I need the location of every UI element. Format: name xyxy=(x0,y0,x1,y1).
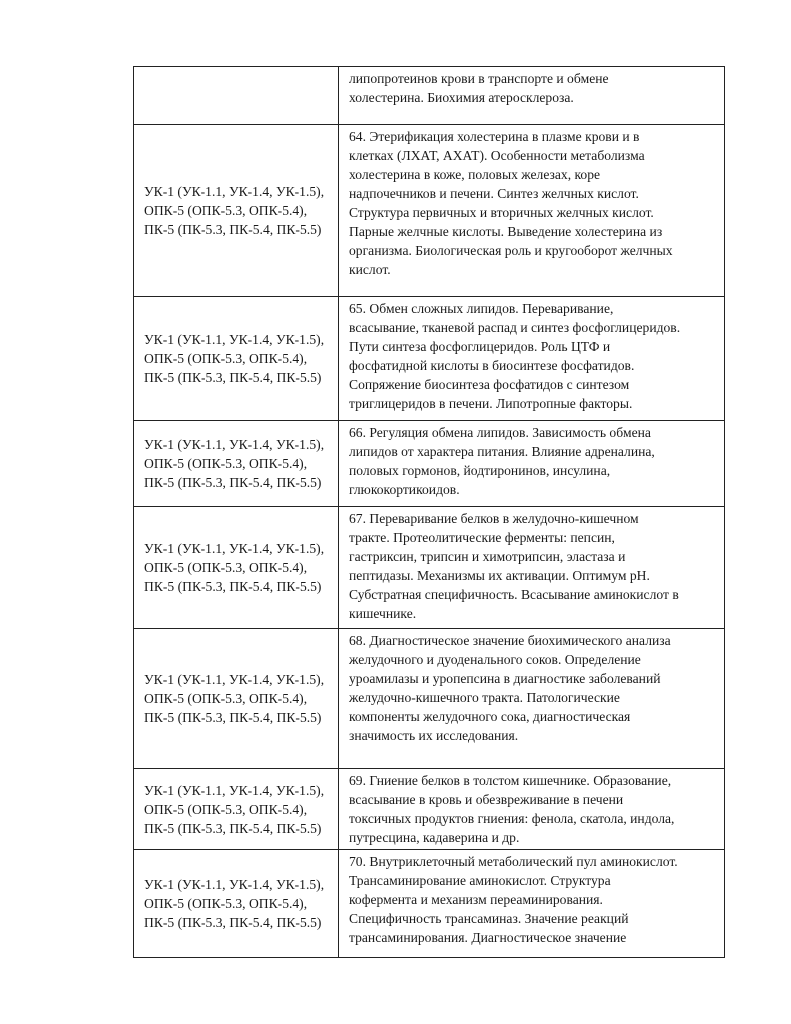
competency-codes-cell xyxy=(134,421,339,507)
topic-text-line: 68. Диагностическое значение биохимического анализа xyxy=(349,633,671,648)
topic-cell xyxy=(339,125,725,297)
topic-text-line: всасывание в кровь и обезвреживание в печени xyxy=(349,792,624,807)
table-row xyxy=(134,421,725,507)
topic-cell xyxy=(339,297,725,421)
table-row xyxy=(134,297,725,421)
topic-text-line: липопротеинов крови в транспорте и обмене xyxy=(349,71,609,86)
topic-text-line: триглицеридов в печени. Липотропные факторы. xyxy=(349,396,633,411)
topic-text-line: 69. Гниение белков в толстом кишечнике. Образование, xyxy=(349,773,672,788)
topic-text-line: трансаминирования. Диагностическое значение xyxy=(349,930,627,945)
topic-cell xyxy=(339,850,725,958)
topic-text-line: кофермента и механизм переаминирования. xyxy=(349,892,603,907)
topic-text-line: Пути синтеза фосфоглицеридов. Роль ЦТФ и xyxy=(349,339,611,354)
competency-code-line: ОПК-5 (ОПК-5.3, ОПК-5.4), xyxy=(144,351,308,366)
topic-text-line: всасывание, тканевой распад и синтез фосфоглицеридов. xyxy=(349,320,681,335)
topic-cell xyxy=(339,629,725,769)
topic-text-line: желудочно-кишечного тракта. Патологические xyxy=(349,690,620,705)
topic-text-line: тракте. Протеолитические ферменты: пепсин, xyxy=(349,530,615,545)
topic-text-line: Трансаминирование аминокислот. Структура xyxy=(349,873,611,888)
topic-text-line: 70. Внутриклеточный метаболический пул аминокислот. xyxy=(349,854,678,869)
competency-code-line: УК-1 (УК-1.1, УК-1.4, УК-1.5), xyxy=(144,332,325,347)
competency-code-line: УК-1 (УК-1.1, УК-1.4, УК-1.5), xyxy=(144,672,325,687)
competency-code-line: ПК-5 (ПК-5.3, ПК-5.4, ПК-5.5) xyxy=(144,820,322,836)
competency-code-line: ОПК-5 (ОПК-5.3, ОПК-5.4), xyxy=(144,896,308,911)
table-row xyxy=(134,67,725,125)
competency-code-line: ПК-5 (ПК-5.3, ПК-5.4, ПК-5.5) xyxy=(144,475,322,490)
competency-code-line: УК-1 (УК-1.1, УК-1.4, УК-1.5), xyxy=(144,782,325,798)
topic-text-line: организма. Биологическая роль и кругооборот желчных xyxy=(349,243,673,258)
topic-text-line: Специфичность трансаминаз. Значение реакций xyxy=(349,911,629,926)
topic-text-line: кислот. xyxy=(349,262,391,277)
topic-text-line: 66. Регуляция обмена липидов. Зависимость обмена xyxy=(349,425,651,440)
topic-text-line: клетках (ЛХАТ, АХАТ). Особенности метаболизма xyxy=(349,148,645,163)
topic-text-line: фосфатидной кислоты в биосинтезе фосфатидов. xyxy=(349,358,635,373)
competency-code-line: ПК-5 (ПК-5.3, ПК-5.4, ПК-5.5) xyxy=(144,710,322,725)
competency-code-line: УК-1 (УК-1.1, УК-1.4, УК-1.5), xyxy=(144,437,325,452)
competency-code-line: ОПК-5 (ОПК-5.3, ОПК-5.4), xyxy=(144,560,308,575)
topic-text-line: надпочечников и печени. Синтез желчных кислот. xyxy=(349,186,639,201)
competency-code-line: ПК-5 (ПК-5.3, ПК-5.4, ПК-5.5) xyxy=(144,370,322,385)
competency-code-line: ПК-5 (ПК-5.3, ПК-5.4, ПК-5.5) xyxy=(144,579,322,594)
topic-text-line: Парные желчные кислоты. Выведение холестерина из xyxy=(349,224,663,239)
topic-text-line: 64. Этерификация холестерина в плазме крови и в xyxy=(349,129,640,144)
competency-codes-cell xyxy=(134,629,339,769)
topic-text-line: Структура первичных и вторичных желчных кислот. xyxy=(349,205,654,220)
topic-text-line: токсичных продуктов гниения: фенола, скатола, индола, xyxy=(349,811,675,826)
topic-cell xyxy=(339,421,725,507)
topic-text-line: 65. Обмен сложных липидов. Переваривание, xyxy=(349,301,614,316)
topic-text-line: холестерина в коже, половых железах, коре xyxy=(349,167,601,182)
topic-cell xyxy=(339,507,725,629)
competency-code-line: ПК-5 (ПК-5.3, ПК-5.4, ПК-5.5) xyxy=(144,915,322,930)
competency-code-line: ОПК-5 (ОПК-5.3, ОПК-5.4), xyxy=(144,203,308,218)
table-row xyxy=(134,507,725,629)
competency-code-line: ОПК-5 (ОПК-5.3, ОПК-5.4), xyxy=(144,801,308,817)
competency-codes-cell xyxy=(134,67,339,125)
topic-text-line: 67. Переваривание белков в желудочно-кишечном xyxy=(349,511,639,526)
topic-text-line: половых гормонов, йодтиронинов, инсулина, xyxy=(349,463,611,478)
competency-codes-cell xyxy=(134,769,339,850)
competency-codes-cell xyxy=(134,507,339,629)
topic-text-line: уроамилазы и уропепсина в диагностике заболеваний xyxy=(349,671,661,686)
competency-codes-cell xyxy=(134,125,339,297)
topic-text-line: кишечнике. xyxy=(349,606,417,621)
topic-text-line: желудочного и дуоденального соков. Определение xyxy=(349,652,641,667)
topic-cell xyxy=(339,67,725,125)
table-row xyxy=(134,629,725,769)
topic-text-line: путресцина, кадаверина и др. xyxy=(349,830,520,845)
topic-cell xyxy=(339,769,725,850)
competency-code-line: ОПК-5 (ОПК-5.3, ОПК-5.4), xyxy=(144,456,308,471)
competency-codes-cell xyxy=(134,850,339,958)
competency-code-line: УК-1 (УК-1.1, УК-1.4, УК-1.5), xyxy=(144,184,325,199)
topic-text-line: пептидазы. Механизмы их активации. Оптимум pH. xyxy=(349,568,650,583)
competency-code-line: ПК-5 (ПК-5.3, ПК-5.4, ПК-5.5) xyxy=(144,222,322,237)
table-row xyxy=(134,850,725,958)
topic-text-line: Субстратная специфичность. Всасывание аминокислот в xyxy=(349,587,679,602)
topic-text-line: Сопряжение биосинтеза фосфатидов с синтезом xyxy=(349,377,630,392)
competency-code-line: УК-1 (УК-1.1, УК-1.4, УК-1.5), xyxy=(144,877,325,892)
table-row xyxy=(134,769,725,850)
topic-text-line: холестерина. Биохимия атеросклероза. xyxy=(349,90,574,105)
competency-code-line: ОПК-5 (ОПК-5.3, ОПК-5.4), xyxy=(144,691,308,706)
competency-codes-cell xyxy=(134,297,339,421)
topic-text-line: гастриксин, трипсин и химотрипсин, эластаза и xyxy=(349,549,626,564)
topic-text-line: глюкокортикоидов. xyxy=(349,482,460,497)
table-row xyxy=(134,125,725,297)
topic-text-line: липидов от характера питания. Влияние адреналина, xyxy=(349,444,655,459)
topic-text-line: компоненты желудочного сока, диагностическая xyxy=(349,709,631,724)
competency-topics-table xyxy=(133,66,725,958)
competency-code-line: УК-1 (УК-1.1, УК-1.4, УК-1.5), xyxy=(144,541,325,556)
topic-text-line: значимость их исследования. xyxy=(349,728,519,743)
